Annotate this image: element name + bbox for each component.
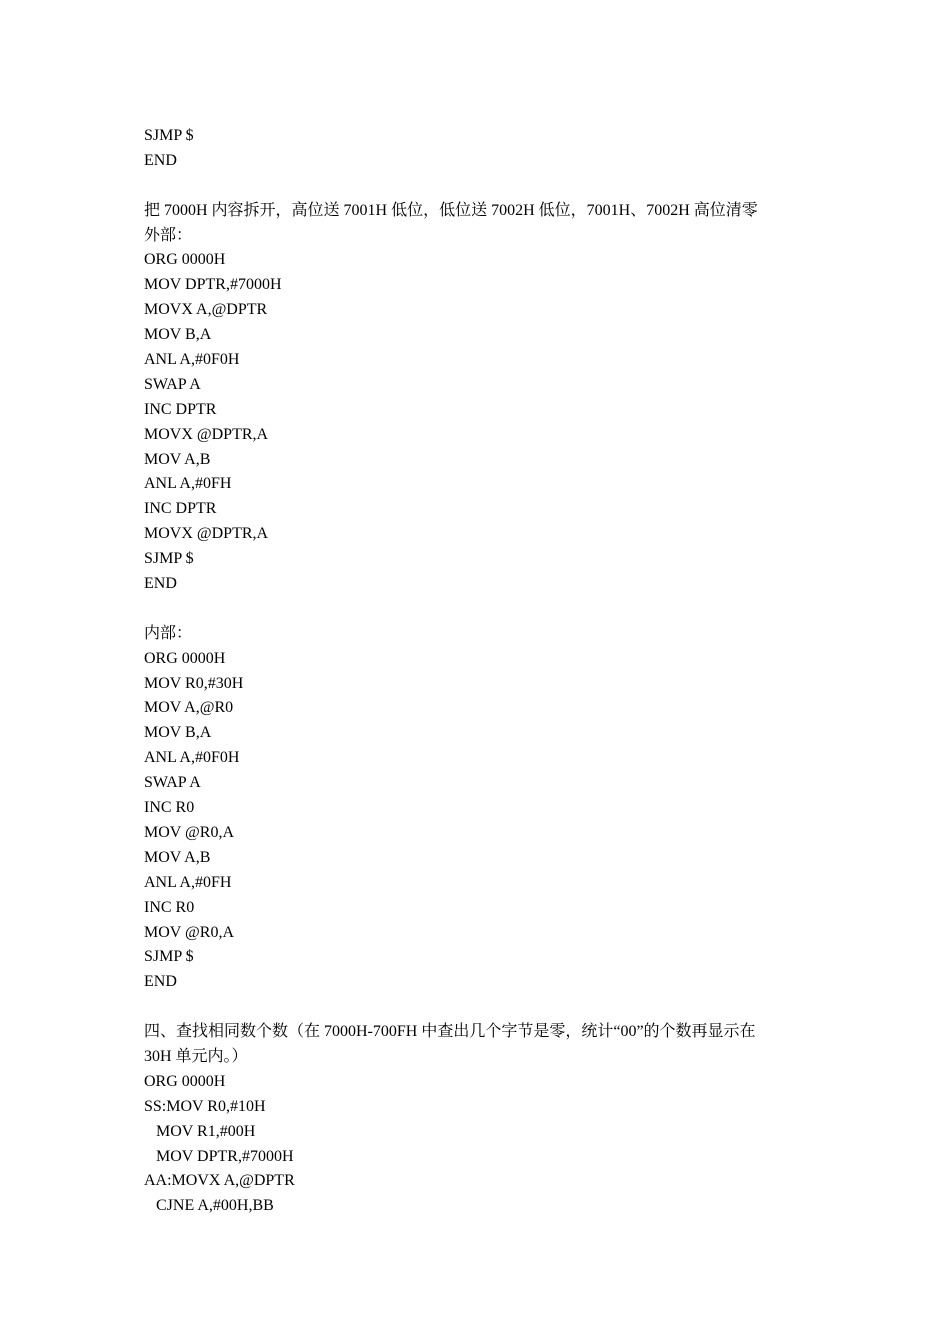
text-line: INC R0 <box>144 898 195 916</box>
text-line: MOV A,@R0 <box>144 699 234 717</box>
text-line: INC R0 <box>144 799 195 817</box>
text-line: ANL A,#0FH <box>144 475 232 493</box>
text-line: END <box>144 575 177 593</box>
text-line: ORG 0000H <box>144 649 226 667</box>
text-line: SS:MOV R0,#10H <box>144 1097 266 1115</box>
text-line: MOV @R0,A <box>144 923 235 941</box>
text-line: MOV A,B <box>144 848 211 866</box>
text-line: MOV @R0,A <box>144 823 235 841</box>
text-line: ORG 0000H <box>144 251 226 269</box>
text-line: MOVX A,@DPTR <box>144 301 268 319</box>
text-line: 30H 单元内。） <box>144 1047 248 1065</box>
text-line: SWAP A <box>144 774 201 792</box>
text-line: MOV R0,#30H <box>144 674 244 692</box>
text-line: INC DPTR <box>144 500 217 518</box>
text-line: MOV B,A <box>144 326 212 344</box>
text-line: SJMP $ <box>144 550 194 568</box>
text-line: MOVX @DPTR,A <box>144 425 269 443</box>
text-line: MOV B,A <box>144 724 212 742</box>
text-line: ORG 0000H <box>144 1072 226 1090</box>
text-line: 内部： <box>144 624 193 642</box>
text-line: MOV DPTR,#7000H <box>144 276 282 294</box>
text-line: MOV A,B <box>144 450 211 468</box>
text-line: INC DPTR <box>144 400 217 418</box>
text-line: SJMP $ <box>144 127 194 144</box>
code-listing <box>144 124 824 1219</box>
blank-line <box>144 174 824 199</box>
text-line: ANL A,#0F0H <box>144 351 240 369</box>
text-line: CJNE A,#00H,BB <box>144 1197 274 1215</box>
text-line: MOVX @DPTR,A <box>144 525 269 543</box>
text-line: MOV R1,#00H <box>144 1122 256 1140</box>
blank-line <box>144 597 824 622</box>
text-line: 把 7000H 内容拆开，高位送 7001H 低位，低位送 7002H 低位，7001H、7002H 高位清零 <box>144 201 758 219</box>
text-line: END <box>144 973 177 991</box>
blank-line <box>144 995 824 1020</box>
text-line: ANL A,#0F0H <box>144 749 240 767</box>
text-line: 四、查找相同数个数（在 7000H-700FH 中查出几个字节是零，统计“00”的个数再显示在 <box>144 1023 756 1041</box>
text-line: END <box>144 151 177 169</box>
text-line: SWAP A <box>144 375 201 393</box>
text-line: ANL A,#0FH <box>144 873 232 891</box>
text-line: SJMP $ <box>144 948 194 966</box>
text-line: 外部： <box>144 226 193 244</box>
text-line: MOV DPTR,#7000H <box>144 1147 294 1165</box>
text-line: AA:MOVX A,@DPTR <box>144 1172 295 1190</box>
